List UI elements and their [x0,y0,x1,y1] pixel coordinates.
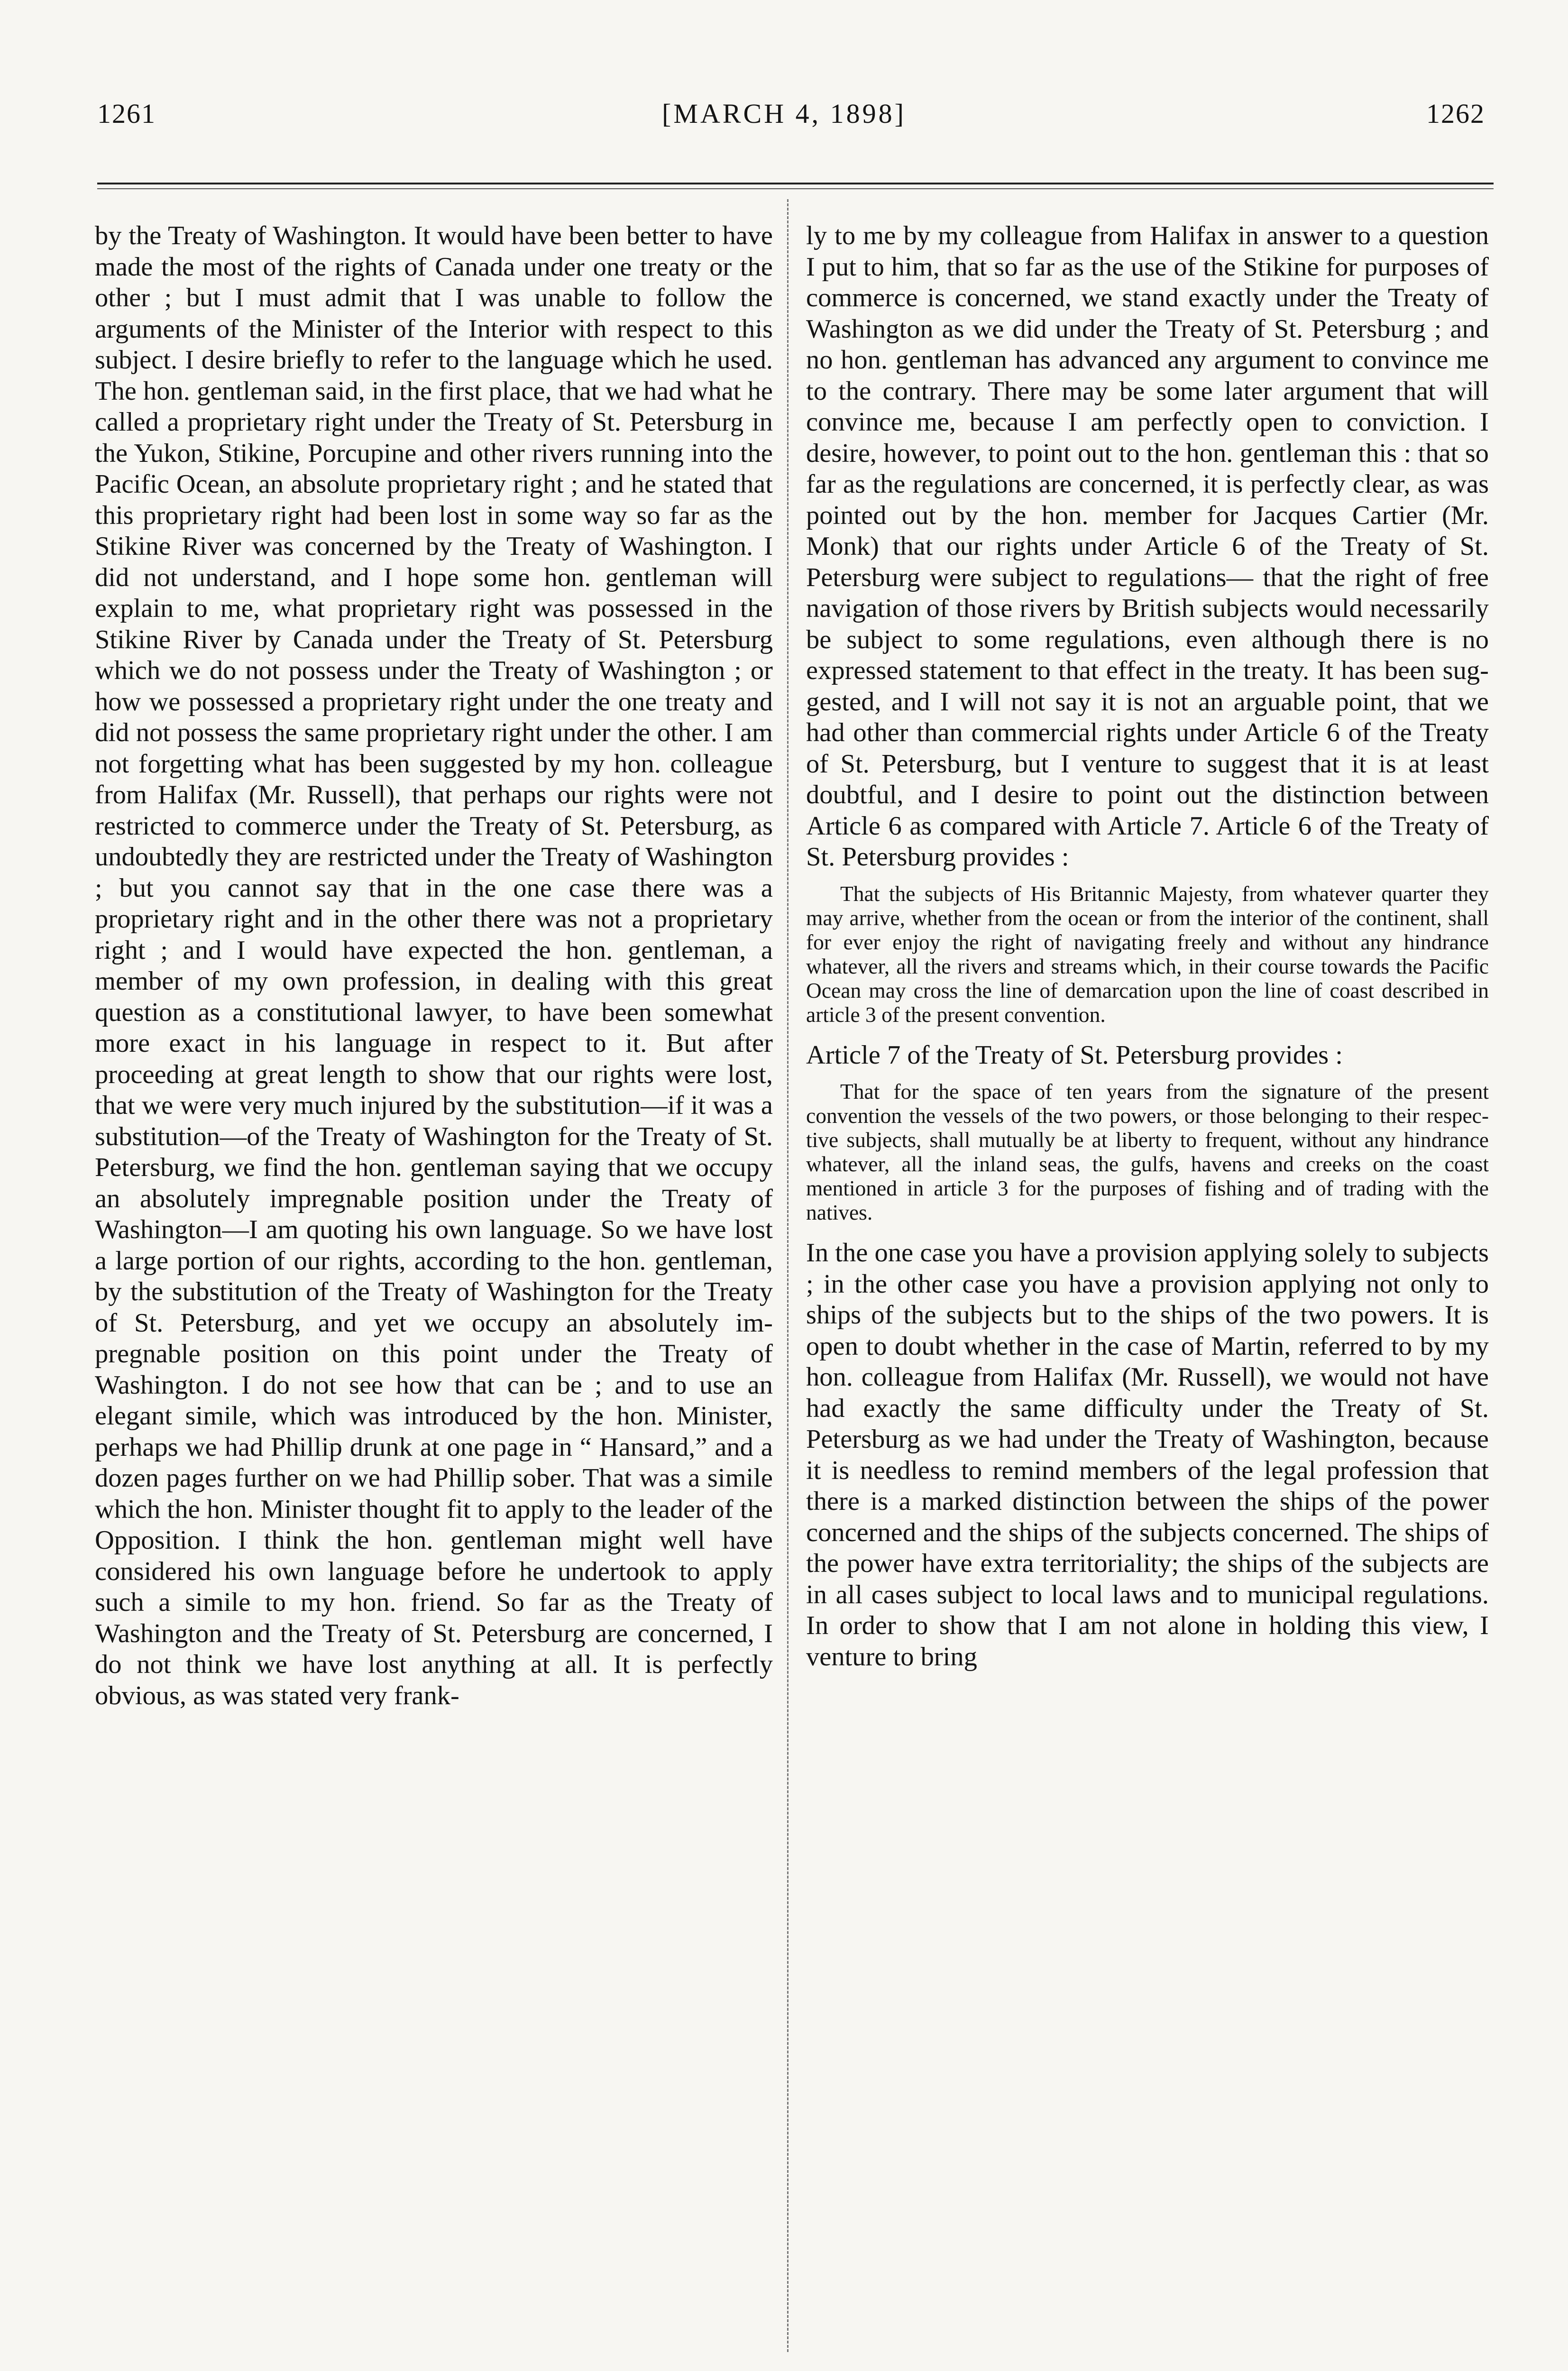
left-page-number: 1261 [97,98,156,129]
right-page-number: 1262 [1426,98,1485,129]
right-column-paragraph-1: ly to me by my colleague from Halifax in answer to a question I put to him, that so far as the use of the Stikine for purposes of commerce is concerned, we stand exactly under the Treaty of Washington as we did under the Treaty of St. Petersburg ; and no hon. gentleman has advanced any argument to convince me to the contrary. There may be some later argument that will convince me, because I am perfectly open to conviction. I desire, however, to point out to the hon. gentleman this : that so far as the regulations are concerned, it is perfectly clear, as was pointed out by the hon. member for Jacques Cartier (Mr. Monk) that our rights under Article 6 of the Treaty of St. Petersburg were subject to regulations— that the right of free navigation of those rivers by British subjects would necessarily be subject to some regulations, even although there is no expressed statement to that effect in the treaty. It has been suggested, and I will not say it is not an arguable point, that we had other than commercial rights under Article 6 of the Treaty of St. Petersburg, but I venture to suggest that it is at least doubtful, and I desire to point out the distinction between Article 6 as compared with Article 7. Article 6 of the Treaty of St. Petersburg provides : [806,221,1489,872]
article-7-quotation: That for the space of ten years from the signature of the present convention the vessels of the two powers, or those belonging to their respective subjects, shall mutually be at liberty to frequent, without any hindrance whatever, all the inland seas, the gulfs, havens and creeks on the coast mentioned in article 3 for the purposes of fishing and of trading with the natives. [806,1079,1489,1224]
left-column-paragraph: by the Treaty of Washington. It would have been better to have made the most of the rights of Canada under one treaty or the other ; but I must admit that I was unable to follow the arguments of the Minister of the Interior with respect to this subject. I desire briefly to refer to the language which he used. The hon. gentleman said, in the first place, that we had what he called a proprietary right under the Treaty of St. Petersburg in the Yukon, Stikine, Porcupine and other rivers running into the Pacific Ocean, an absolute proprietary right ; and he stated that this proprietary right had been lost in some way so far as the Stikine River was concerned by the Treaty of Washington. I did not understand, and I hope some hon. gentleman will explain to me, what proprietary right was possessed in the Stikine River by Canada under the Treaty of St. Petersburg which we do not possess under the Treaty of Washington ; or how we possessed a proprietary right under the one treaty and did not possess the same proprietary right under the other. I am not forgetting what has been suggested by my hon. colleague from Halifax (Mr. Russell), that perhaps our rights were not restricted to commerce under the Treaty of St. Petersburg, as undoubtedly they are restricted under the Treaty of Washington ; but you cannot say that in the one case there was a proprietary right and in the other there was not a proprietary right ; and I would have expected the hon. gentleman, a member of my own profession, in dealing with this great question as a constitutional lawyer, to have been somewhat more exact in his language in respect to it. But after proceeding at great length to show that our rights were lost, that we were very much injured by the substitution—if it was a substitution—of the Treaty of Washington for the Treaty of St. Petersburg, we find the hon. gentleman saying that we occupy an absolutely impregnable position under the Treaty of Washington—I am quoting his own language. So we have lost a large portion of our rights, according to the hon. gentleman, by the substitution of the Treaty of Washington for the Treaty of St. Petersburg, and yet we occupy an absolutely impregnable position on this point under the Treaty of Washington. I do not see how that can be ; and to use an elegant simile, which was introduced by the hon. Minister, perhaps we had Phillip drunk at one page in “ Hansard,” and a dozen pages further on we had Phillip sober. That was a simile which the hon. Minister thought fit to apply to the leader of the Opposition. I think the hon. gentleman might well have considered his own language before he undertook to apply such a simile to my hon. friend. So far as the Treaty of Washington and the Treaty of St. Petersburg are concerned, I do not think we have lost anything at all. It is perfectly obvious, as was stated very frank- [95,221,773,1710]
right-column [806,221,1489,1673]
left-column [95,221,773,1711]
header-rule [97,183,1494,184]
page-date-header: [MARCH 4, 1898] [662,98,906,129]
column-divider [787,199,789,2352]
article-6-quotation: That the subjects of His Britannic Majesty, from whatever quarter they may arrive, whether from the ocean or from the interior of the continent, shall for ever enjoy the right of navigating freely and without any hindrance whatever, all the rivers and streams which, in their course towards the Pacific Ocean may cross the line of demarcation upon the line of coast described in article 3 of the present convention. [806,881,1489,1027]
right-column-paragraph-2: Article 7 of the Treaty of St. Petersburg provides : [806,1040,1343,1070]
header-rule-secondary [97,188,1494,189]
right-column-paragraph-3: In the one case you have a provision applying solely to subjects ; in the other case you have a provision applying not only to ships of the subjects but to the ships of the two powers. It is open to doubt whether in the case of Martin, referred to by my hon. colleague from Halifax (Mr. Russell), we would not have had exactly the same difficulty under the Treaty of St. Petersburg as we had under the Treaty of Washington, because it is needless to remind members of the legal profession that there is a marked distinction between the ships of the power concerned and the ships of the subjects concerned. The ships of the power have extra territoriality; the ships of the subjects are in all cases subject to local laws and to municipal regulations. In order to show that I am not alone in holding this view, I venture to bring [806,1238,1489,1672]
